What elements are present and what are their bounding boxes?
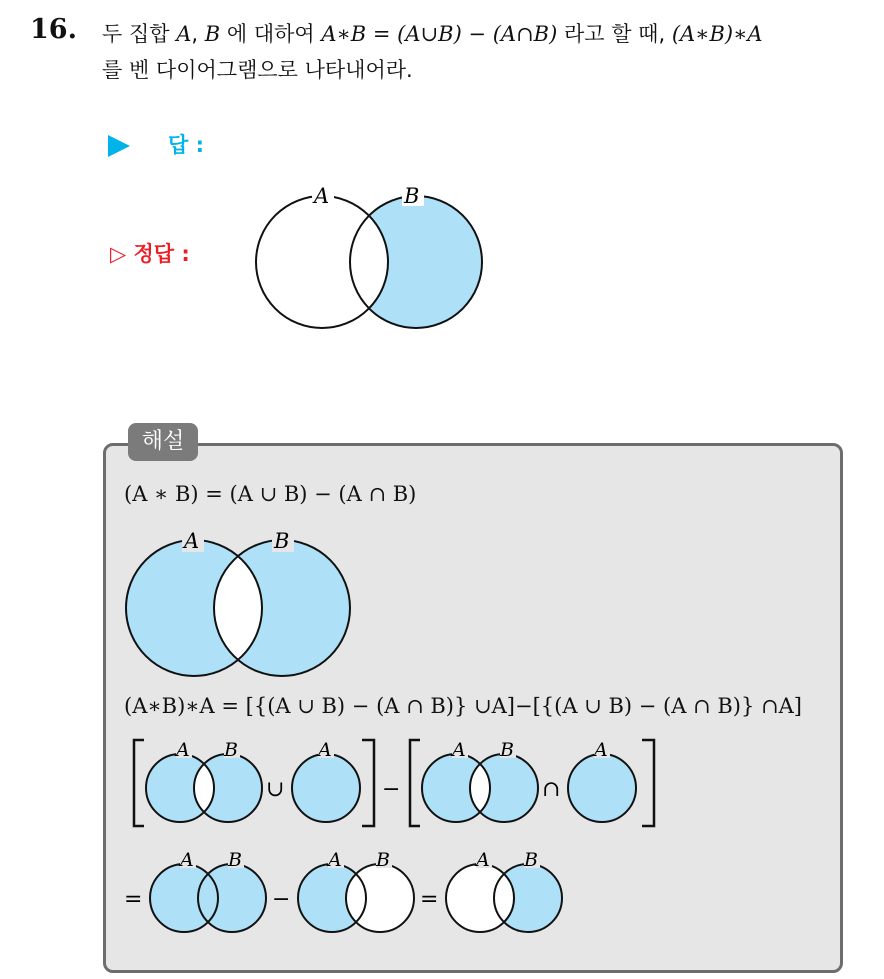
bracket1-label-b: B: [224, 739, 238, 761]
intersect-operator: ∩: [542, 777, 561, 802]
result-diagram: [118, 842, 588, 942]
minus-operator: −: [382, 777, 401, 802]
symdiff-venn-diagram: [120, 528, 360, 680]
bracket-expression-diagram: [118, 734, 678, 834]
question-text: [102, 16, 872, 88]
bracket1-label-a: A: [176, 739, 190, 761]
target-formula: (A∗B)∗A: [671, 22, 763, 46]
answer-label-b: B: [404, 184, 420, 208]
symdiff-label-b: B: [274, 529, 290, 553]
question-number: 16.: [30, 14, 77, 45]
answer-label: 답 :: [168, 133, 204, 157]
definition-formula: A∗B = (A∪B) − (A∩B): [321, 22, 558, 46]
equals-operator-2: =: [420, 887, 439, 912]
result2-label-a: A: [328, 849, 342, 871]
question-line2: 를 벤 다이어그램으로 나타내어라.: [102, 58, 413, 82]
bracket2-label-b: B: [500, 739, 514, 761]
question-mid: 에 대하여: [220, 22, 322, 46]
question-mid2: 라고 할 때,: [557, 22, 672, 46]
bracket2-label-a: A: [452, 739, 466, 761]
result3-label-b: B: [524, 849, 538, 871]
bracket1-label-a2: A: [318, 739, 332, 761]
minus-operator-2: −: [272, 887, 291, 912]
explanation-eq2: (A∗B)∗A = [{(A ∪ B) − (A ∩ B)} ∪A]−[{(A ∪ B) − (A ∩ B)} ∩A]: [124, 694, 802, 718]
result1-label-a: A: [180, 849, 194, 871]
answer-venn-diagram: [250, 180, 490, 340]
result1-label-b: B: [228, 849, 242, 871]
set-a-label: A: [176, 22, 192, 46]
answer-heading: [108, 129, 204, 159]
explanation-eq1: (A ∗ B) = (A ∪ B) − (A ∩ B): [124, 482, 417, 506]
symdiff-label-a: A: [184, 529, 200, 553]
union-operator: ∪: [266, 777, 285, 802]
result3-label-a: A: [476, 849, 490, 871]
bracket2-label-a2: A: [594, 739, 608, 761]
comma: ,: [191, 22, 205, 46]
correct-answer-label: ▷ 정답 :: [110, 242, 190, 266]
explanation-tab: 해설: [128, 423, 198, 461]
question-prefix: 두 집합: [102, 22, 177, 46]
answer-label-a: A: [314, 184, 330, 208]
equals-operator-1: =: [124, 887, 143, 912]
triangle-icon: [108, 135, 130, 157]
result2-label-b: B: [376, 849, 390, 871]
set-b-label: B: [204, 22, 221, 46]
